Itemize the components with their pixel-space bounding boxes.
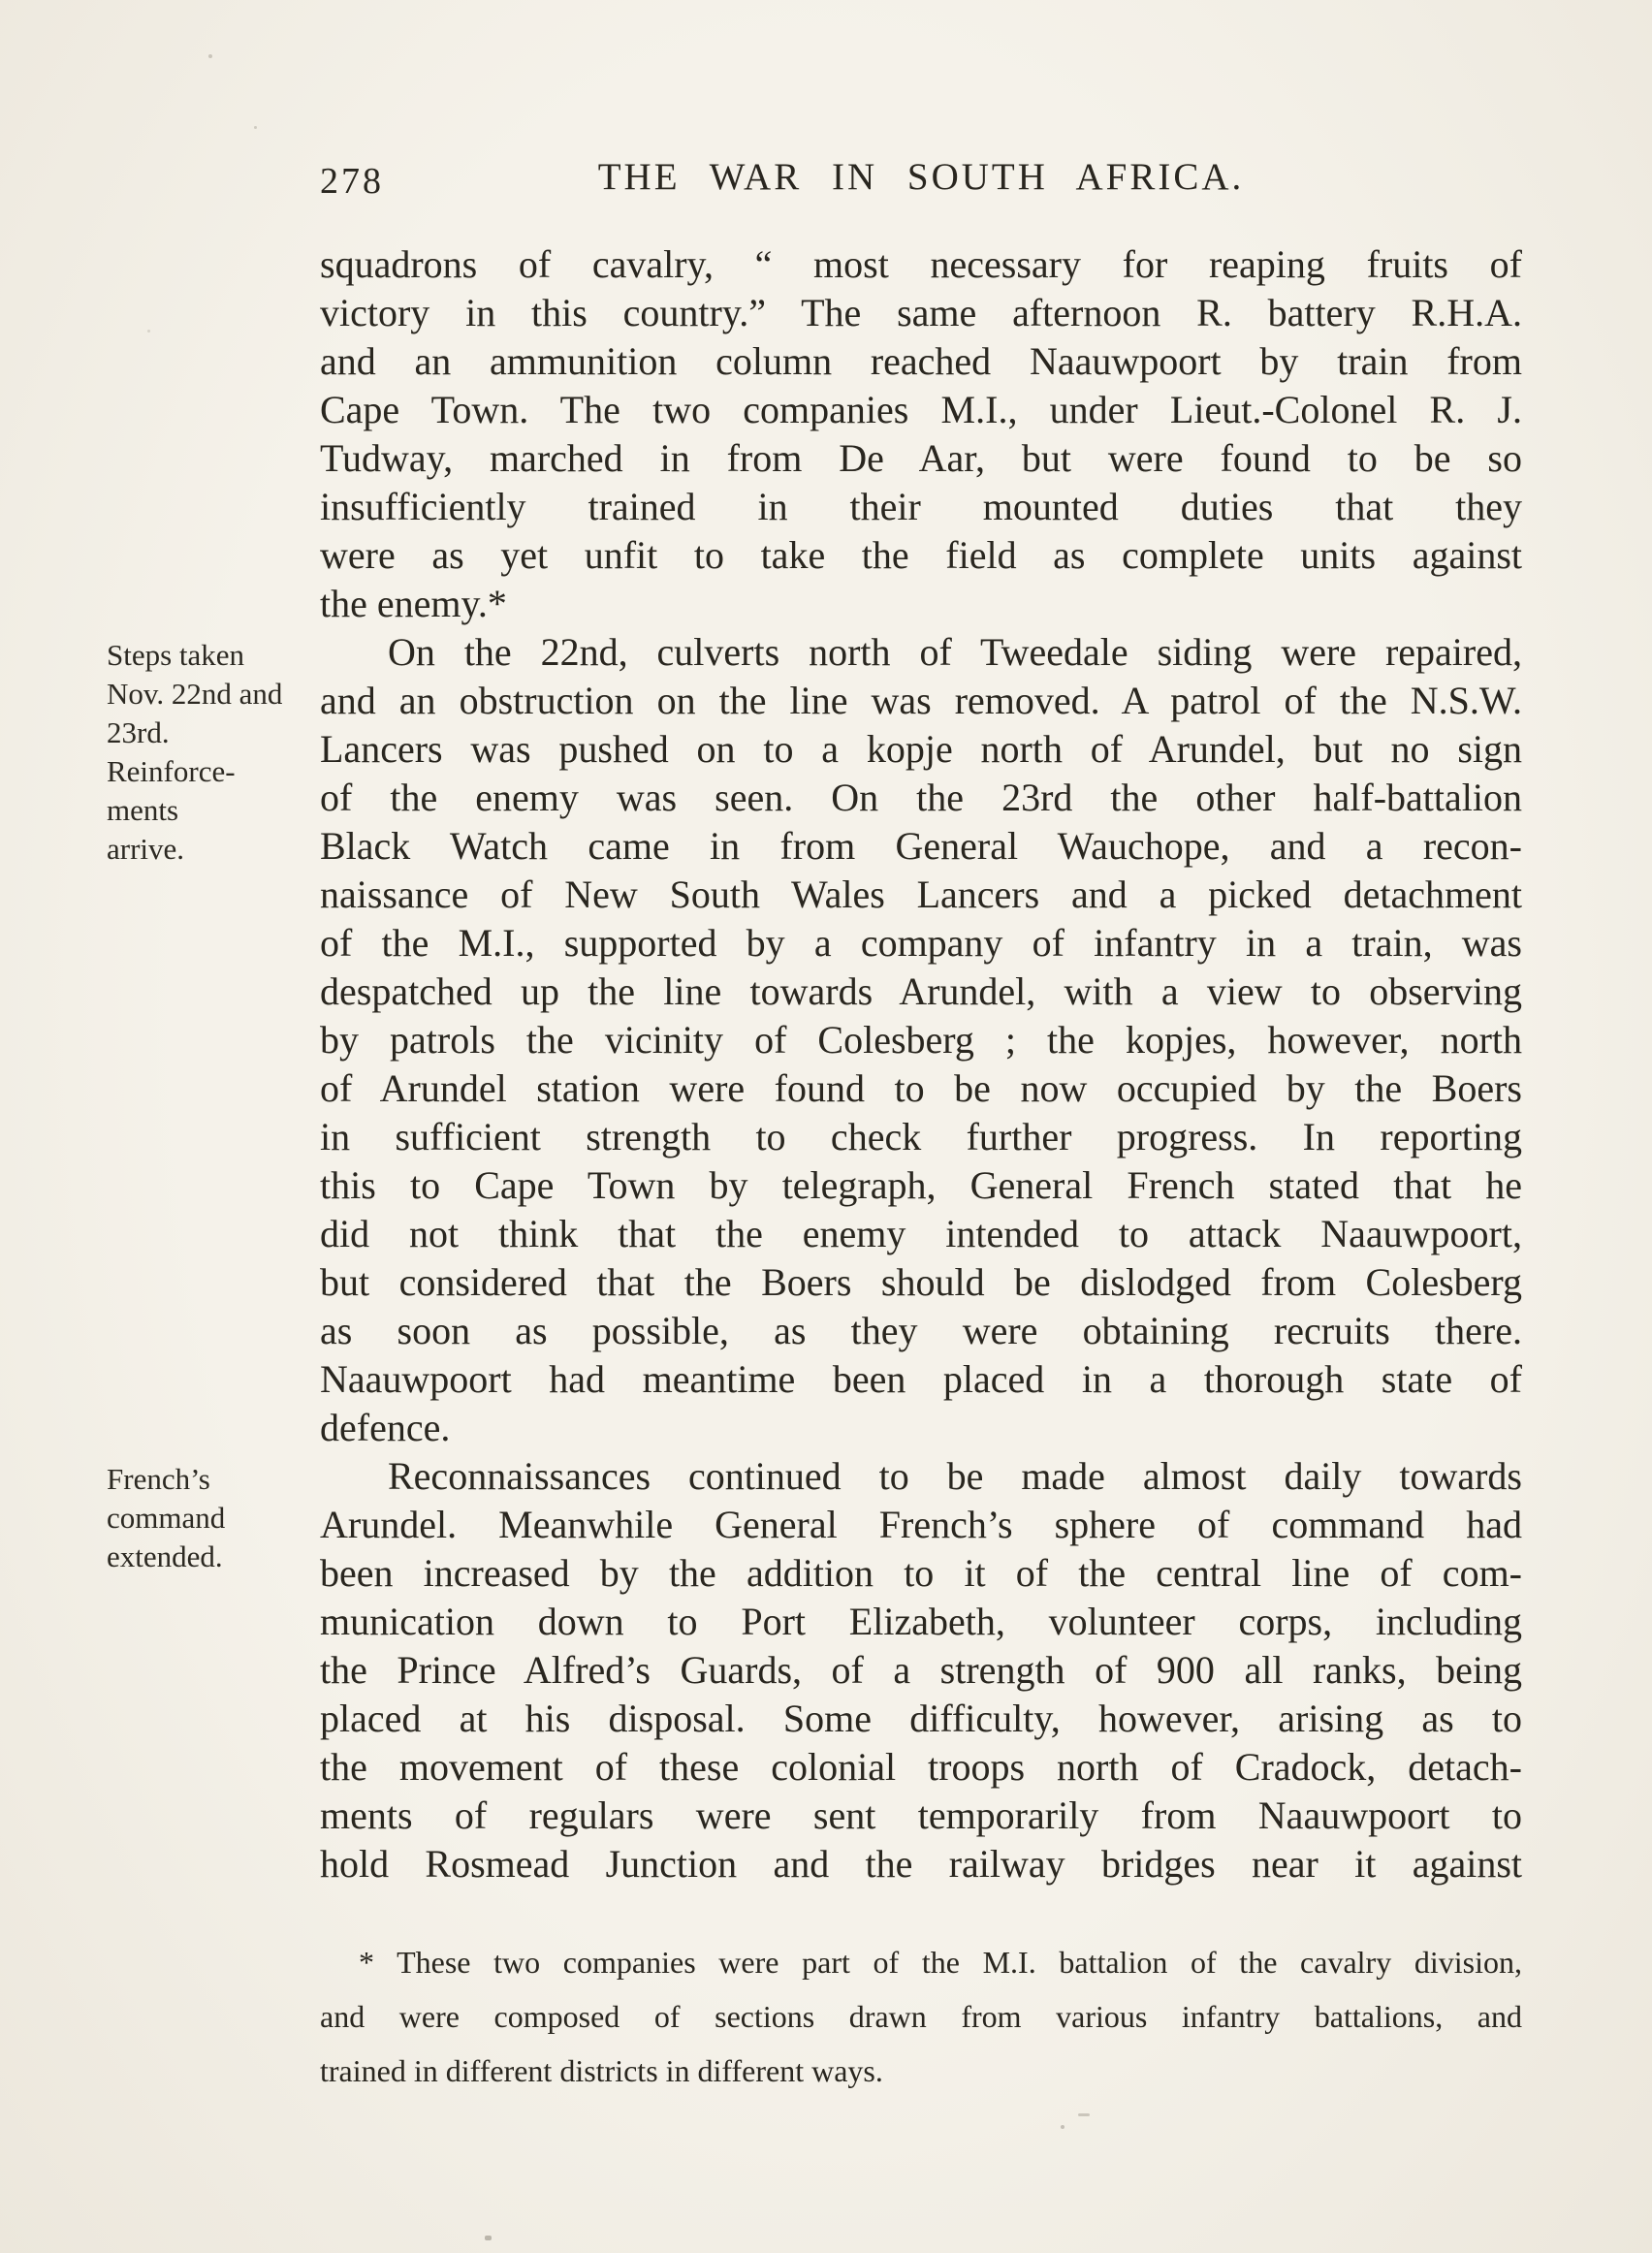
body-text-line: of the M.I., supported by a company of infantry in a train, was: [320, 921, 1522, 965]
sidenote-line: extended.: [107, 1539, 223, 1573]
running-title: THE WAR IN SOUTH AFRICA.: [597, 156, 1245, 198]
body-text-line: by patrols the vicinity of Colesberg ; the kopjes, however, north: [320, 1018, 1522, 1062]
body-text-line: Reconnaissances continued to be made almost daily towards: [388, 1454, 1522, 1498]
body-text-line: despatched up the line towards Arundel, with a view to observing: [320, 969, 1522, 1013]
sidenote-line: French’s: [107, 1462, 210, 1496]
body-text-line: Black Watch came in from General Wauchope, and a recon-: [320, 824, 1522, 868]
body-text-line: ments of regulars were sent temporarily from Naauwpoort to: [320, 1793, 1522, 1837]
body-text-line: defence.: [320, 1406, 451, 1449]
sidenote-reinforcements-arrive: [107, 636, 308, 869]
body-text-line: On the 22nd, culverts north of Tweedale siding were repaired,: [388, 630, 1522, 674]
scan-speck: [485, 2236, 492, 2240]
body-text-line: hold Rosmead Junction and the railway bridges near it against: [320, 1842, 1522, 1886]
body-text-line: as soon as possible, as they were obtaining recruits there.: [320, 1309, 1522, 1352]
scan-speck: [147, 330, 150, 333]
body-text-line: squadrons of cavalry, “ most necessary for reaping fruits of: [320, 242, 1522, 286]
scan-speck: [1061, 2125, 1064, 2129]
sidenote-line: command: [107, 1501, 226, 1535]
body-text-line: and an ammunition column reached Naauwpoort by train from: [320, 339, 1522, 383]
running-header: [320, 155, 1522, 209]
body-text-line: the enemy.*: [320, 582, 507, 625]
sidenote-line: 23rd.: [107, 715, 170, 749]
sidenote-line: ments: [107, 793, 179, 827]
body-text-line: the movement of these colonial troops north of Cradock, detach-: [320, 1745, 1522, 1789]
page-number: 278: [320, 161, 384, 202]
body-text-line: placed at his disposal. Some difficulty, however, arising as to: [320, 1697, 1522, 1740]
body-text-line: of the enemy was seen. On the 23rd the other half-battalion: [320, 776, 1522, 819]
body-text-line: Cape Town. The two companies M.I., under Lieut.-Colonel R. J.: [320, 388, 1522, 431]
body-text-line: the Prince Alfred’s Guards, of a strength of 900 all ranks, being: [320, 1648, 1522, 1692]
sidenote-line: Nov. 22nd and: [107, 677, 283, 711]
body-text-line: Naauwpoort had meantime been placed in a thorough state of: [320, 1357, 1522, 1401]
body-text-line: Tudway, marched in from De Aar, but were found to be so: [320, 436, 1522, 480]
body-text-line: were as yet unfit to take the field as complete units against: [320, 533, 1522, 577]
sidenote-line: Reinforce-: [107, 754, 236, 788]
sidenote-line: Steps taken: [107, 638, 245, 672]
body-text-line: in sufficient strength to check further progress. In reporting: [320, 1115, 1522, 1158]
body-text-line: munication down to Port Elizabeth, volunteer corps, including: [320, 1600, 1522, 1643]
body-text-line: insufficiently trained in their mounted duties that they: [320, 485, 1522, 528]
body-text-line: been increased by the addition to it of the central line of com-: [320, 1551, 1522, 1595]
body-text-line: Lancers was pushed on to a kopje north of Arundel, but no sign: [320, 727, 1522, 771]
body-text-line: naissance of New South Wales Lancers and a picked detachment: [320, 873, 1522, 916]
scan-speck: [254, 126, 257, 129]
body-text-line: Arundel. Meanwhile General French’s sphere of command had: [320, 1503, 1522, 1546]
body-text-line: victory in this country.” The same afternoon R. battery R.H.A.: [320, 291, 1522, 334]
footnote-line: * These two companies were part of the M.I. battalion of the cavalry division,: [359, 1945, 1522, 1980]
scan-speck: [1078, 2113, 1090, 2116]
sidenote-french-command-extended: [107, 1460, 308, 1576]
footnote: [320, 1935, 1522, 2098]
sidenote-line: arrive.: [107, 832, 185, 866]
body-text-line: this to Cape Town by telegraph, General French stated that he: [320, 1163, 1522, 1207]
body-text-line: and an obstruction on the line was removed. A patrol of the N.S.W.: [320, 679, 1522, 722]
body-text-line: of Arundel station were found to be now occupied by the Boers: [320, 1066, 1522, 1110]
body-text-line: did not think that the enemy intended to attack Naauwpoort,: [320, 1212, 1522, 1255]
footnote-line: and were composed of sections drawn from various infantry battalions, and: [320, 1999, 1522, 2034]
scan-speck: [208, 54, 212, 58]
text-column: [320, 240, 1522, 1888]
body-text-line: but considered that the Boers should be dislodged from Colesberg: [320, 1260, 1522, 1304]
footnote-line: trained in different districts in different ways.: [320, 2053, 883, 2088]
